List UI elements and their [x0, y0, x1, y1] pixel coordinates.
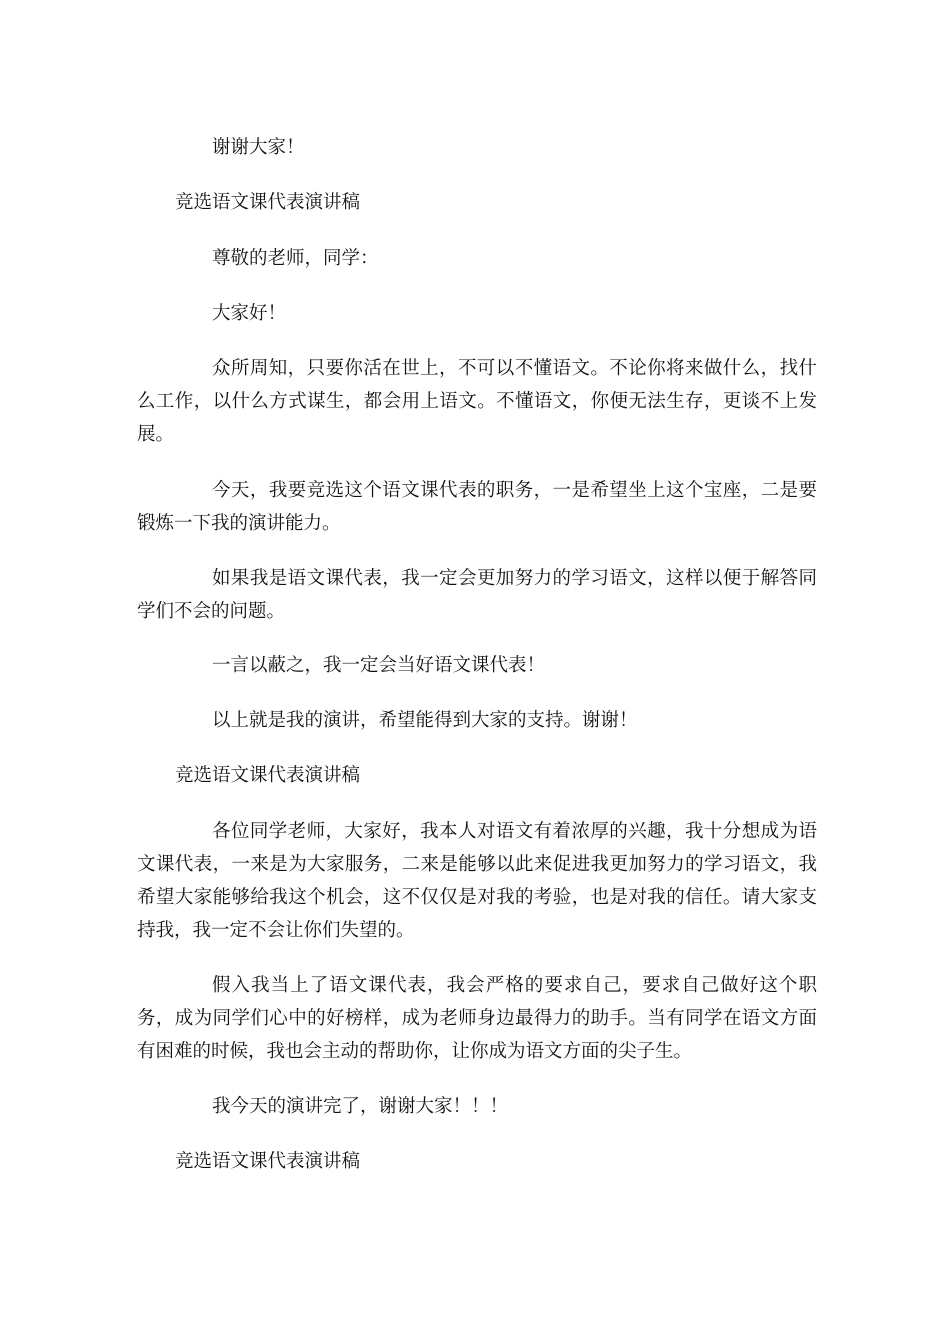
paragraph-closing: 以上就是我的演讲，希望能得到大家的支持。谢谢！	[212, 710, 638, 731]
paragraph-intro: 众所周知，只要你活在世上，不可以不懂语文。不论你将来做什么，找什么工作，以什么方式谋生，都会用上语文。不懂语文，你便无法生存，更谈不上发展。	[137, 358, 817, 445]
section-heading-1: 竞选语文课代表演讲稿	[175, 192, 361, 213]
section-heading-3: 竞选语文课代表演讲稿	[175, 1151, 361, 1172]
paragraph-salutation: 尊敬的老师，同学：	[212, 248, 379, 269]
paragraph-greeting: 大家好！	[212, 303, 287, 324]
paragraph-summary: 一言以蔽之，我一定会当好语文课代表！	[212, 655, 546, 676]
paragraph-speech-2-intro: 各位同学老师，大家好，我本人对语文有着浓厚的兴趣，我十分想成为语文课代表，一来是为大家服务，二来是能够以此来促进我更加努力的学习语文，我希望大家能够给我这个机会，这不仅仅是对我的考验，也是对我的信任。请大家支持我，我一定不会让你们失望的。	[137, 821, 817, 941]
paragraph-speech-2-body: 假入我当上了语文课代表，我会严格的要求自己，要求自己做好这个职务，成为同学们心中的好榜样，成为老师身边最得力的助手。当有同学在语文方面有困难的时候，我也会主动的帮助你，让你成为语文方面的尖子生。	[137, 975, 817, 1062]
paragraph-speech-2-closing: 我今天的演讲完了，谢谢大家！！！	[212, 1096, 509, 1117]
section-heading-2: 竞选语文课代表演讲稿	[175, 765, 361, 786]
paragraph-purpose: 今天，我要竞选这个语文课代表的职务，一是希望坐上这个宝座，二是要锻炼一下我的演讲能力。	[137, 480, 817, 534]
paragraph-thanks: 谢谢大家！	[212, 137, 305, 158]
paragraph-promise: 如果我是语文课代表，我一定会更加努力的学习语文，这样以便于解答同学们不会的问题。	[137, 568, 817, 622]
